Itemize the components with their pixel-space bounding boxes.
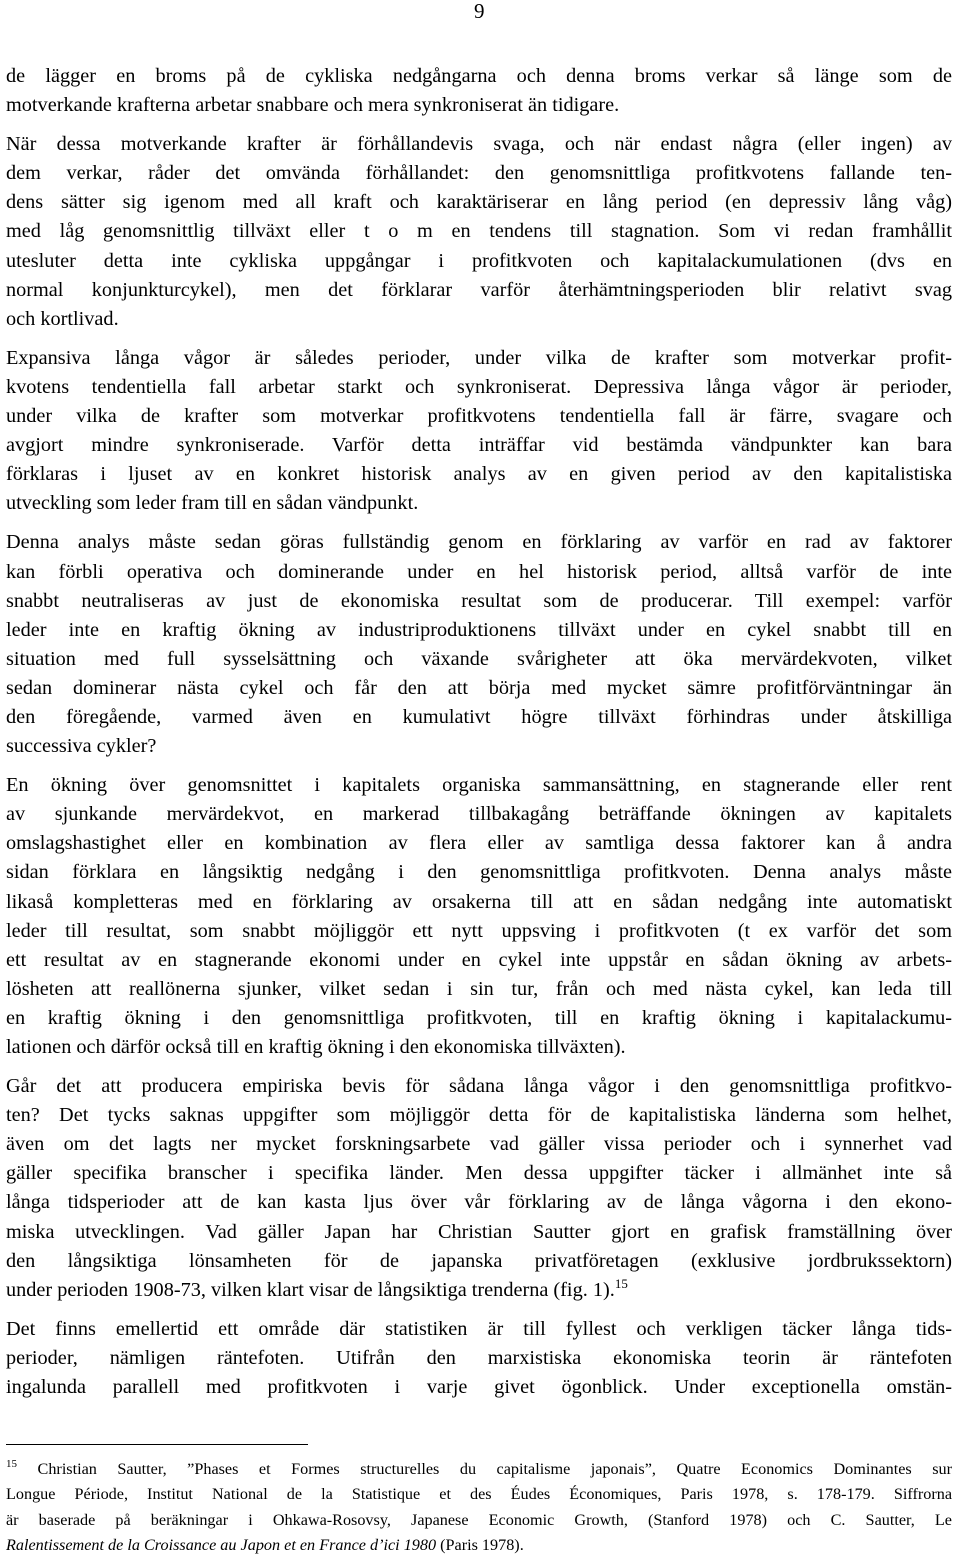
text-line: och kortlivad.	[6, 307, 119, 330]
footnote-line	[6, 1533, 952, 1558]
text-line: normal konjunkturcykel), men det förklarar varför återhämtningsperioden blir relativt svag	[6, 278, 952, 301]
text-line: förklaras i ljuset av en konkret historisk analys av en given period av den kapitalistiska	[6, 463, 952, 486]
text-line: successiva cykler?	[6, 735, 157, 758]
text-line: den långsiktiga lönsamheten för de japanska privatföretagen (exklusive jordbrukssektorn)	[6, 1249, 952, 1272]
text-line: utesluter detta inte cykliska uppgångar i profitkvoten och kapitalackumulationen (dvs en	[6, 249, 952, 272]
text-line: snabbt neutraliseras av just de ekonomiska resultat som de producerar. Till exempel: varför	[6, 589, 952, 612]
text-line: den föregående, varmed även en kumulativt högre tillväxt förhindras under åtskilliga	[6, 705, 952, 728]
text-line: ten? Det tycks saknas uppgifter som möjliggör detta för de kapitalistiska länderna som helhet,	[6, 1104, 952, 1127]
text-line: situation med full sysselsättning och växande svårigheter att öka mervärdekvoten, vilket	[6, 647, 952, 670]
text-line: omslagshastighet eller en kombination av flera eller av samtliga dessa faktorer kan å andra	[6, 832, 952, 855]
footnote-text: Christian Sautter, ”Phases et Formes structurelles du capitalisme japonais”, Quatre Economics Dominantes sur	[37, 1460, 953, 1478]
footnote-italic-title: Ralentissement de la Croissance au Japon et en France d’ici 1980	[6, 1536, 437, 1555]
paragraph	[6, 528, 952, 761]
paragraph	[6, 62, 952, 120]
text-line: Expansiva långa vågor är således perioder, under vilka de krafter som motverkar profit-	[6, 346, 952, 369]
paragraph	[6, 1072, 952, 1305]
text-line: perioder, nämligen räntefoten. Utifrån den marxistiska ekonomiska teorin är räntefoten	[6, 1346, 952, 1369]
text-line: När dessa motverkande krafter är förhållandevis svaga, och när endast några (eller ingen) av	[6, 133, 952, 156]
text-line: En ökning över genomsnittet i kapitalets organiska sammansättning, en stagnerande eller rent	[6, 774, 952, 797]
text-line: Det finns emellertid ett område där statistiken är till fyllest och verkligen täcker långa tids-	[6, 1317, 952, 1340]
text-line: av sjunkande mervärdekvot, en markerad tillbakagång beträffande ökningen av kapitalets	[6, 803, 952, 826]
footnote-reference[interactable]: 15	[614, 1275, 628, 1291]
text-line: ett resultat av en stagnerande ekonomi under en cykel inte uppstår en sådan ökning av arbets-	[6, 948, 952, 971]
paragraph	[6, 344, 952, 519]
body-text	[6, 62, 952, 1412]
text-line: miska utvecklingen. Vad gäller Japan har Christian Sautter gjort en grafisk framställning över	[6, 1220, 952, 1243]
text-line	[6, 1276, 952, 1305]
text-line: även om det lagts ner mycket forskningsarbete vad gäller vissa perioder och i synnerhet vad	[6, 1133, 952, 1156]
footnote	[6, 1457, 952, 1559]
text-line: sedan dominerar nästa cykel och får den att börja med mycket sämre profitförväntningar än	[6, 676, 952, 699]
text-line: Går det att producera empiriska bevis för sådana långa vågor i den genomsnittliga profitkvo-	[6, 1075, 952, 1098]
text-line: sidan förklara en långsiktig nedgång i den genomsnittliga profitkvoten. Denna analys måste	[6, 861, 952, 884]
text-line: kan förbli operativa och dominerande under en hel historisk period, alltså varför de inte	[6, 560, 952, 583]
text-line: långa tidsperioder att de kan kasta ljus över vår förklaring av de långa vågorna i den ekono-	[6, 1191, 952, 1214]
footnote-line: är baserade på beräkningar i Ohkawa-Rosovsy, Japanese Economic Growth, (Stanford 1978) och C. Sautter, Le	[6, 1510, 952, 1529]
text-line: under vilka de krafter som motverkar profitkvotens tendentiella fall är färre, svagare och	[6, 405, 952, 428]
footnote-divider	[6, 1444, 308, 1445]
footnote-text: (Paris 1978).	[436, 1536, 524, 1555]
page-number: 9	[474, 0, 485, 23]
text-line: ingalunda parallell med profitkvoten i varje givet ögonblick. Under exceptionella omstän-	[6, 1376, 952, 1399]
text-line: utveckling som leder fram till en sådan vändpunkt.	[6, 492, 419, 515]
text-line: dem verkar, råder det omvända förhållandet: den genomsnittliga profitkvotens fallande ten-	[6, 162, 952, 185]
footnote-line	[6, 1457, 952, 1482]
text-line-content: under perioden 1908-73, vilken klart visar de långsiktiga trenderna (fig. 1).	[6, 1278, 615, 1301]
text-line: lationen och därför också till en kraftig ökning i den ekonomiska tillväxten).	[6, 1036, 626, 1058]
text-line: motverkande krafterna arbetar snabbare och mera synkroniserat än tidigare.	[6, 94, 620, 117]
paragraph	[6, 771, 952, 1062]
footnote-number: 15	[6, 1458, 17, 1470]
text-line: avgjort mindre synkroniserade. Varför detta inträffar vid bestämda vändpunkter kan bara	[6, 434, 952, 457]
text-line: lösheten att reallönerna sjunker, vilket sedan i sin tur, från och med nästa cykel, kan leda till	[6, 977, 952, 1000]
text-line: likaså kompletteras med en förklaring av orsakerna till att en sådan nedgång inte automatiskt	[6, 890, 952, 913]
text-line: de lägger en broms på de cykliska nedgångarna och denna broms verkar så länge som de	[6, 65, 952, 87]
text-line: kvotens tendentiella fall arbetar starkt och synkroniserat. Depressiva långa vågor är perioder,	[6, 375, 952, 398]
footnote-line: Longue Période, Institut National de la Statistique et des Éudes Économiques, Paris 1978, s. 178-179. Siffrorna	[6, 1485, 952, 1504]
text-line: Denna analys måste sedan göras fullständig genom en förklaring av varför en rad av faktorer	[6, 531, 952, 554]
text-line: gäller specifika branscher i specifika länder. Men dessa uppgifter täcker i allmänhet inte så	[6, 1162, 952, 1185]
paragraph	[6, 130, 952, 334]
text-line: leder inte en kraftig ökning av industriproduktionens tillväxt under en cykel snabbt till en	[6, 618, 952, 641]
paragraph	[6, 1315, 952, 1402]
text-line: dens sätter sig igenom med all kraft och karaktäriserar en lång period (en depressiv lång våg)	[6, 191, 952, 214]
text-line: en kraftig ökning i den genomsnittliga profitkvoten, till en kraftig ökning i kapitalackumu-	[6, 1006, 952, 1029]
text-line: leder till resultat, som snabbt möjliggör ett nytt uppsving i profitkvoten (t ex varför det som	[6, 919, 952, 942]
text-line: med låg genomsnittlig tillväxt eller t o m en tendens till stagnation. Som vi redan framhållit	[6, 220, 952, 243]
